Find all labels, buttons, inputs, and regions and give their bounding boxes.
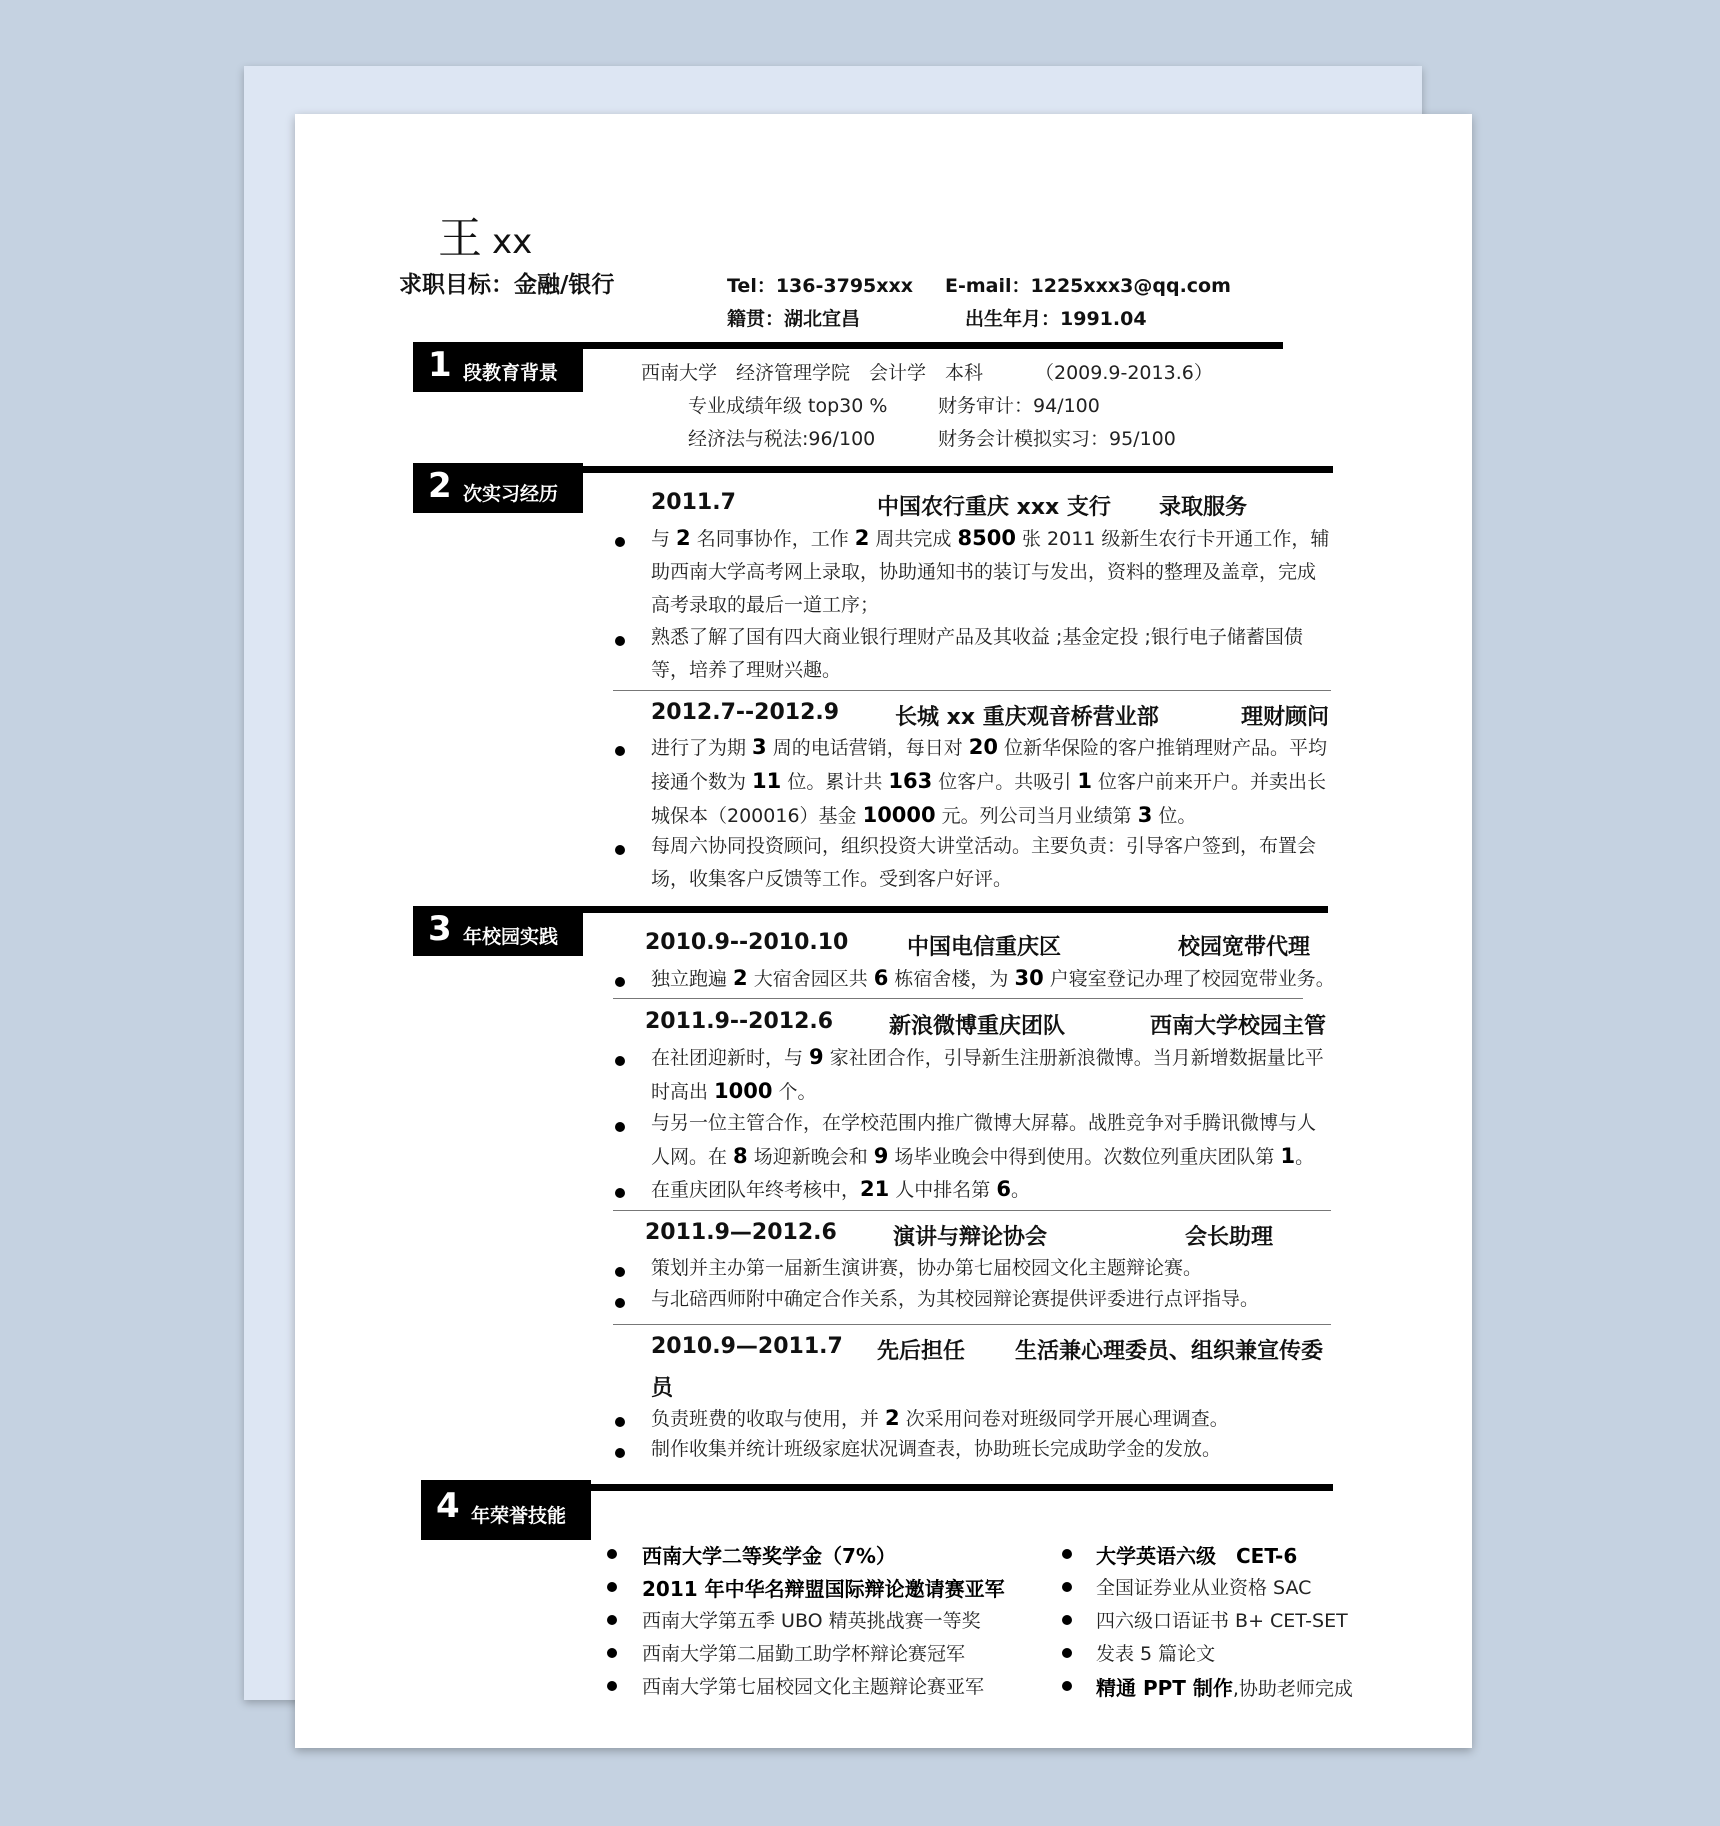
list-item: 西南大学第七届校园文化主题辩论赛亚军 [642,1676,985,1698]
list-item: 大学英语六级 CET-6 [1096,1544,1298,1568]
highlight-number: 9 [873,1144,889,1168]
highlight-number: 21 [860,1177,890,1201]
bullet-icon [1062,1681,1072,1691]
highlight-number: 1000 [714,1079,773,1103]
bullet-icon [615,746,625,756]
entry-date: 2012.7--2012.9 [651,700,840,725]
bullet-icon [615,1188,625,1198]
hometown: 籍贯：湖北宜昌 [727,308,861,330]
entry-org: 新浪微博重庆团队 [889,1014,1066,1039]
resume-page [295,114,1472,1748]
edu-period: （2009.9-2013.6） [1035,362,1213,384]
entry-date: 2010.9—2011.7 [651,1334,843,1359]
bullet-icon [615,1122,625,1132]
entry-bullet: 策划并主办第一届新生演讲赛，协办第七届校园文化主题辩论赛。 [651,1257,1203,1279]
entry-bullet: 制作收集并统计班级家庭状况调查表，协助班长完成助学金的发放。 [651,1438,1222,1460]
entry-date: 2010.9--2010.10 [645,930,849,955]
highlight-number: 11 [752,769,782,793]
section-internship-header: 2 次实习经历 [413,463,583,513]
bullet-icon [615,636,625,646]
entry-bullet: 与 2 名同事协作，工作 2 周共完成 8500 张 2011 级新生农行卡开通工作，辅助西南大学高考网上录取，协助通知书的装订与发出，资料的整理及盖章，完成高考录取的最后一道工序； [651,526,1330,616]
bullet-icon [615,977,625,987]
entry-bullet: 与北碚西师附中确定合作关系，为其校园辩论赛提供评委进行点评指导。 [651,1288,1260,1310]
entry-divider [613,1210,1331,1211]
entry-role: 生活兼心理委员、组织兼宣传委 [1015,1339,1324,1364]
entry-divider [613,998,1303,999]
bullet-icon [615,1298,625,1308]
section-honors-header: 4 年荣誉技能 [421,1480,591,1540]
entry-divider [613,1324,1331,1325]
bullet-icon [607,1681,617,1691]
entry-date: 2011.9--2012.6 [645,1009,834,1034]
entry-bullet: 在社团迎新时，与 9 家社团合作，引导新生注册新浪微博。当月新增数据量比平时高出 1000 个。 [651,1045,1324,1103]
highlight-number: 8500 [957,526,1016,550]
bullet-icon [1062,1648,1072,1658]
edu-school: 西南大学 经济管理学院 会计学 本科 [641,362,984,384]
bullet-icon [607,1582,617,1592]
entry-bullet: 进行了为期 3 周的电话营销，每日对 20 位新华保险的客户推销理财产品。平均接通个数为 11 位。累计共 163 位客户。共吸引 1 位客户前来开户。并卖出长城保本（200016）基金 10000 元。列公司当月业绩第 3 位。 [651,735,1328,827]
highlight-number: 2 [854,526,870,550]
list-item: 四六级口语证书 B+ CET-SET [1096,1610,1348,1632]
bullet-icon [615,1056,625,1066]
entry-bullet: 在重庆团队年终考核中，21 人中排名第 6。 [651,1177,1030,1201]
entry-org: 先后担任 [877,1339,966,1364]
list-item: 西南大学第五季 UBO 精英挑战赛一等奖 [642,1610,981,1632]
list-item: 西南大学第二届勤工助学杯辩论赛冠军 [642,1643,966,1665]
candidate-name: 王 xx [438,213,533,264]
edu-rank: 专业成绩年级 top30 % [688,395,888,417]
bullet-icon [607,1549,617,1559]
bullet-icon [1062,1582,1072,1592]
bullet-icon [1062,1549,1072,1559]
list-item: 全国证券业从业资格 SAC [1096,1577,1312,1599]
entry-org: 中国电信重庆区 [907,935,1062,960]
entry-bullet: 独立跑遍 2 大宿舍园区共 6 栋宿舍楼，为 30 户寝室登记办理了校园宽带业务。 [651,966,1335,990]
highlight-number: 1 [1280,1144,1296,1168]
list-item: 发表 5 篇论文 [1096,1643,1216,1665]
entry-role-continued: 员 [651,1376,674,1401]
highlight-number: 20 [968,735,998,759]
highlight-number: 3 [752,735,767,759]
highlight-number: 2 [676,526,691,550]
entry-date: 2011.9—2012.6 [645,1220,837,1245]
highlight-number: 2 [733,966,748,990]
entry-date: 2011.7 [651,490,736,515]
highlight-number: 6 [996,1177,1011,1201]
bullet-icon [615,1267,625,1277]
highlight-number: 8 [733,1144,748,1168]
entry-role: 理财顾问 [1241,705,1330,730]
entry-bullet: 负责班费的收取与使用，并 2 次采用问卷对班级同学开展心理调查。 [651,1406,1229,1430]
entry-divider [613,690,1331,691]
section-rule [583,906,1328,913]
highlight-number: 163 [888,769,933,793]
highlight-number: 6 [873,966,889,990]
bullet-icon [615,845,625,855]
email: E-mail：1225xxx3@qq.com [945,275,1231,297]
birth-date: 出生年月：1991.04 [965,308,1147,330]
highlight-number: 30 [1014,966,1044,990]
bullet-icon [607,1648,617,1658]
bullet-icon [1062,1615,1072,1625]
list-item: 精通 PPT 制作,协助老师完成 [1096,1676,1353,1700]
entry-bullet: 熟悉了解了国有四大商业银行理财产品及其收益 ;基金定投 ;银行电子储蓄国债等，培养了理财兴趣。 [651,626,1303,681]
entry-org: 中国农行重庆 xxx 支行 [877,495,1111,520]
section-campus-header: 3 年校园实践 [413,906,583,956]
edu-law-score: 经济法与税法:96/100 [688,428,876,450]
section-rule [591,1484,1333,1491]
entry-role: 校园宽带代理 [1178,935,1311,960]
list-item-suffix: ,协助老师完成 [1232,1678,1353,1700]
highlight-number: 10000 [862,803,936,827]
job-objective: 求职目标：金融/银行 [399,272,615,298]
entry-org: 演讲与辩论协会 [893,1225,1048,1250]
edu-sim-score: 财务会计模拟实习：95/100 [938,428,1176,450]
bullet-icon [615,537,625,547]
edu-audit-score: 财务审计：94/100 [938,395,1100,417]
entry-org: 长城 xx 重庆观音桥营业部 [895,705,1159,730]
entry-bullet: 与另一位主管合作，在学校范围内推广微博大屏幕。战胜竞争对手腾讯微博与人人网。在 8 场迎新晚会和 9 场毕业晚会中得到使用。次数位列重庆团队第 1。 [651,1112,1317,1168]
entry-role: 录取服务 [1159,495,1248,520]
highlight-number: 2 [885,1406,900,1430]
entry-role: 会长助理 [1185,1225,1274,1250]
bullet-icon [607,1615,617,1625]
section-education-header: 1 段教育背景 [413,342,583,392]
entry-bullet: 每周六协同投资顾问，组织投资大讲堂活动。主要负责：引导客户签到，布置会场，收集客户反馈等工作。受到客户好评。 [651,835,1317,890]
section-rule [583,342,1283,349]
bullet-icon [615,1417,625,1427]
highlight-number: 9 [809,1045,824,1069]
highlight-number: 3 [1137,803,1153,827]
bullet-icon [615,1448,625,1458]
entry-role: 西南大学校园主管 [1150,1014,1327,1039]
section-rule [583,466,1333,473]
highlight-number: 1 [1077,769,1092,793]
list-item: 西南大学二等奖学金（7%） [642,1544,896,1568]
phone: Tel：136-3795xxx [727,275,914,297]
list-item: 2011 年中华名辩盟国际辩论邀请赛亚军 [642,1577,1005,1601]
